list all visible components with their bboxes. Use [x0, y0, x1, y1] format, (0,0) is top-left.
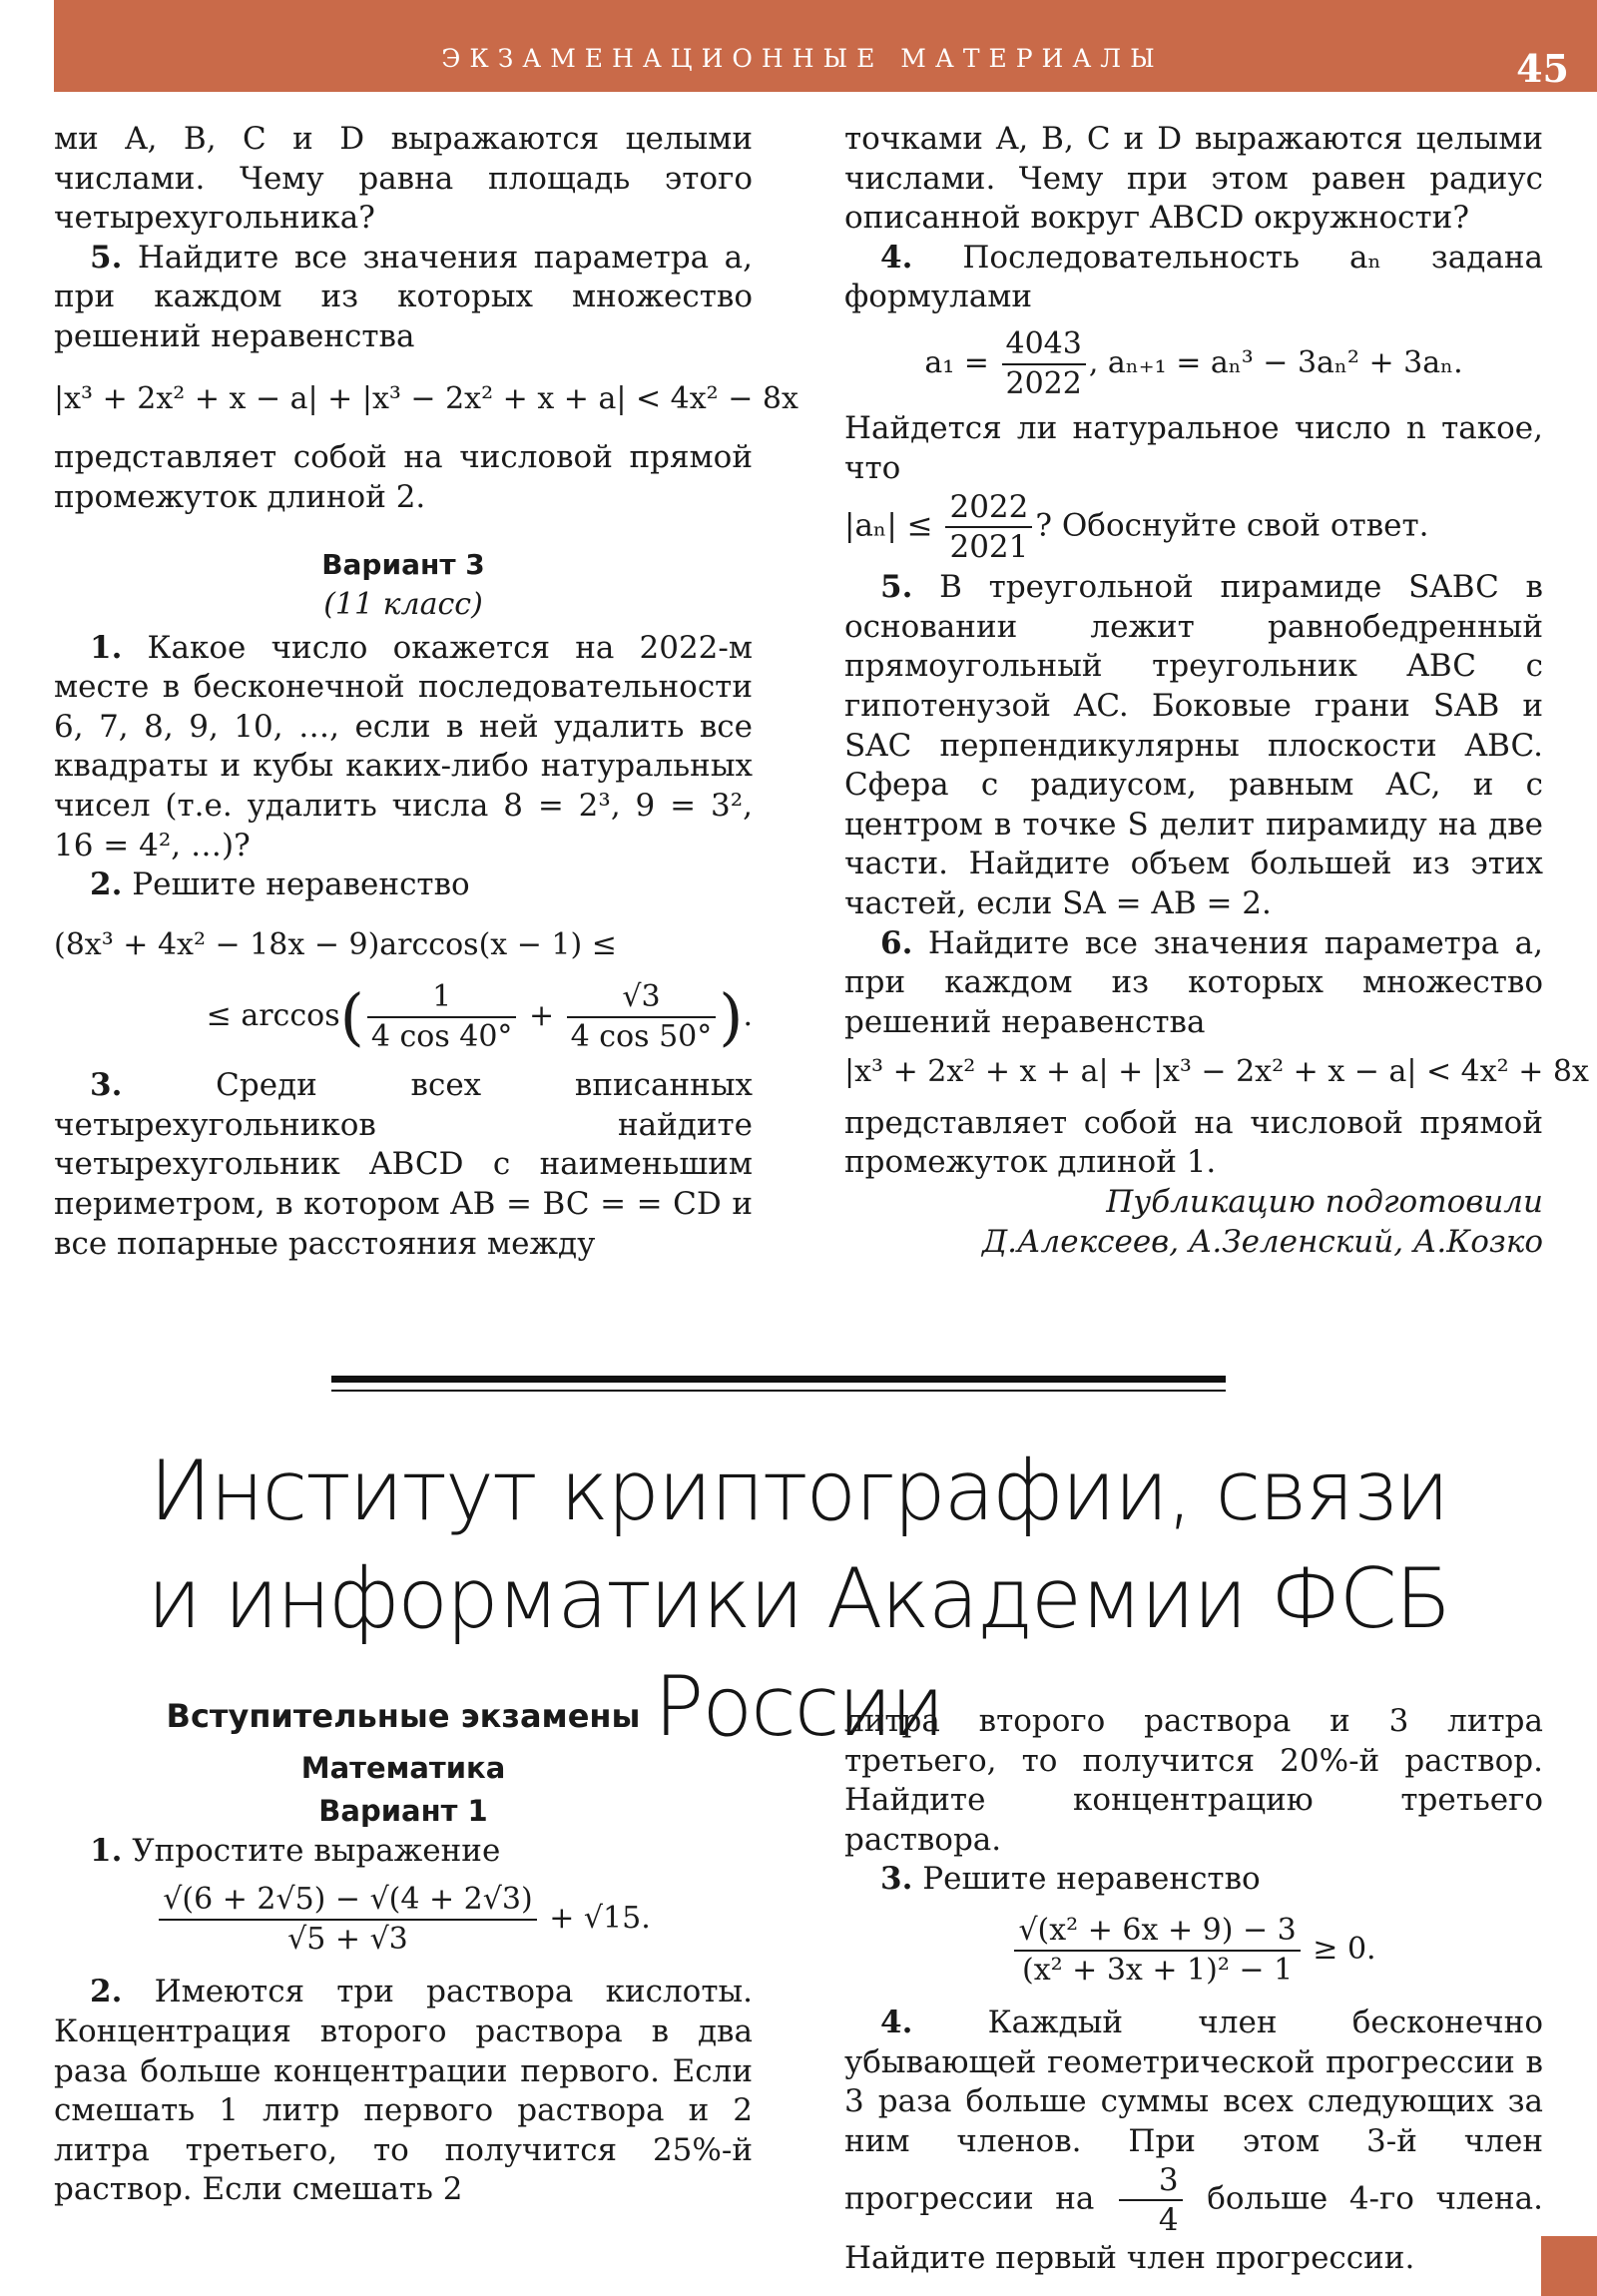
formula [54, 1881, 753, 1959]
formula-part: |aₙ| ≤ [844, 507, 933, 544]
fraction [159, 1881, 536, 1959]
page-number: 45 [1516, 46, 1569, 91]
bottom-left-column [54, 1697, 753, 2210]
problem-text: представляет собой на числовой прямой промежуток длиной 1. [844, 1104, 1543, 1181]
problem-number: 1. [90, 629, 123, 666]
formula [844, 488, 1543, 566]
problem-number: 1. [90, 1832, 123, 1869]
fraction-denominator: 4 cos 50° [570, 1019, 713, 1055]
fraction-numerator: √(x² + 6x + 9) − 3 [1014, 1912, 1300, 1952]
fraction [567, 978, 717, 1056]
top-right-column [844, 120, 1589, 1262]
fraction [367, 978, 517, 1056]
problem-4 [844, 2004, 1543, 2279]
bottom-right-column [844, 1702, 1543, 2279]
problem-number: 6. [880, 924, 913, 961]
formula-part: a₁ = [924, 344, 989, 380]
problem-5 [844, 568, 1543, 923]
problem-number: 4. [880, 2004, 913, 2040]
problem-text: больше 4-го члена. Найдите первый член прогрессии. [844, 2180, 1544, 2277]
variant-title: Вариант 3 [321, 548, 485, 582]
problem-2 [54, 865, 753, 905]
formula-part: ≥ 0. [1313, 1931, 1376, 1967]
problem-4 [844, 239, 1543, 317]
corner-accent [1541, 2236, 1597, 2296]
variant-title: Вариант 1 [318, 1794, 488, 1829]
problem-number: 3. [880, 1861, 913, 1898]
problem-text: Какое число окажется на 2022-м месте в бесконечной последовательности 6, 7, 8, 9, 10, …, если в ней удалить все квадраты и кубы каких-либо натуральных чисел (т.е. удалить числа 8 = 2³, 9 = 3², 16 = 4², …)? [54, 629, 753, 863]
top-left-column [54, 120, 798, 1264]
problem-text: Решите неравенство [132, 866, 470, 903]
problem-text: В треугольной пирамиде SABC в основании лежит равнобедренный прямоугольный треугольник ABC с гипотенузой AC. Боковые грани SAB и SAC перпендикулярны плоскости ABC. Сфера с радиусом, равным AC, и с центром в точке S делит пирамиду на две части. Найдите объем большей из этих частей, если SA = AB = 2. [844, 569, 1544, 921]
subject-heading: Математика [300, 1750, 506, 1785]
problem-2 [54, 1973, 753, 2210]
fraction-denominator: 4 [1158, 2202, 1179, 2239]
formula-part: + [528, 998, 555, 1034]
formula-part: ≤ arccos [206, 998, 340, 1034]
section-rule-thin [331, 1390, 1226, 1392]
fraction-denominator: √5 + √3 [287, 1922, 408, 1958]
continued-text: точками A, B, C и D выражаются целыми числами. Чему при этом равен радиус описанной вокруг ABCD окружности? [844, 121, 1543, 237]
fraction-numerator: √(6 + 2√5) − √(4 + 2√3) [159, 1881, 536, 1921]
formula: |x³ + 2x² + x + a| + |x³ − 2x² + x − a| < 4x² + 8x [844, 1054, 1589, 1090]
formula-part: , aₙ₊₁ = aₙ³ − 3aₙ² + 3aₙ. [1088, 344, 1463, 380]
fraction [1014, 1912, 1300, 1990]
problem-text: Последовательность aₙ задана формулами [844, 239, 1543, 315]
problem-text: Среди всех вписанных четырехугольников найдите четырехугольник ABCD с наименьшим периметром, в котором AB = BC = = CD и все попарные расстояния между [54, 1067, 754, 1262]
fraction-denominator: 4 cos 40° [370, 1019, 513, 1055]
variant-class: (11 класс) [323, 586, 483, 622]
problem-number: 2. [90, 866, 123, 903]
problem-number: 3. [90, 1067, 123, 1104]
fraction-numerator: 4043 [1002, 325, 1086, 365]
paren-open: ( [339, 980, 364, 1054]
problem-text: Найдется ли натуральное число n такое, что [844, 409, 1543, 486]
problem-text: Упростите выражение [132, 1832, 501, 1869]
problem-3 [844, 1860, 1543, 1900]
problem-text: Каждый член бесконечно убывающей геометрической прогрессии в 3 раза больше суммы всех следующих за ним членов. При этом 3-й член прогрессии на [844, 2004, 1543, 2217]
section-rule-thick [331, 1376, 1226, 1383]
problem-number: 2. [90, 1974, 123, 2010]
formula [844, 325, 1543, 403]
problem-text: представляет собой на числовой прямой промежуток длиной 2. [54, 439, 753, 515]
fraction [1119, 2161, 1183, 2239]
header-title: ЭКЗАМЕНАЦИОННЫЕ МАТЕРИАЛЫ [441, 44, 1164, 73]
fraction-denominator: 2021 [949, 529, 1029, 566]
paren-close: ) [719, 980, 744, 1054]
problem-text: Найдите все значения параметра a, при каждом из которых множество решений неравенства [844, 924, 1544, 1040]
problem-6 [844, 924, 1543, 1043]
continued-text: ми A, B, C и D выражаются целыми числами. Чему равна площадь этого четырехугольника? [54, 121, 753, 237]
page-header [54, 0, 1597, 92]
fraction [945, 488, 1032, 566]
fraction-numerator: 1 [367, 978, 517, 1018]
formula: ≤ arccos( $\frac{1}{4 \cos 40^\circ}$ + $\frac{√3}{4 \cos 50^\circ}$ ). [206, 979, 753, 1055]
problem-number: 5. [90, 239, 123, 276]
credit-authors: Д.Алексеев, А.Зеленский, А.Козко [981, 1223, 1543, 1260]
formula: (8x³ + 4x² − 18x − 9)arccos(x − 1) ≤ [54, 926, 617, 962]
fraction-denominator: (x² + 3x + 1)² − 1 [1021, 1952, 1294, 1988]
fraction-numerator: √3 [567, 978, 717, 1018]
problem-text: Имеются три раствора кислоты. Концентрация второго раствора в два раза больше концентрации первого. Если смешать 1 литр первого раствора и 2 литра третьего, то получится 25%-й раствор. Если смешать 2 [54, 1974, 754, 2208]
problem-text: Решите неравенство [922, 1861, 1261, 1898]
problem-number: 5. [880, 569, 913, 606]
problem-5 [54, 239, 753, 357]
problem-1 [54, 629, 753, 866]
institute-title-line: Институт криптографии, связи [149, 1442, 1448, 1539]
continued-text: литра второго раствора и 3 литра третьего, то получится 20%-й раствор. Найдите концентрацию третьего раствора. [844, 1703, 1543, 1858]
problem-1 [54, 1832, 753, 1872]
fraction-numerator: 3 [1119, 2161, 1183, 2201]
formula: |x³ + 2x² + x − a| + |x³ − 2x² + x + a| < 4x² − 8x [54, 380, 798, 416]
fraction-denominator: 2022 [1005, 365, 1082, 401]
formula [844, 1912, 1543, 1990]
problem-number: 4. [880, 239, 913, 276]
problem-3 [54, 1066, 753, 1264]
fraction [1002, 325, 1086, 403]
credit-title: Публикацию подготовили [1106, 1184, 1543, 1221]
problem-text: Найдите все значения параметра a, при каждом из которых множество решений неравенства [54, 239, 754, 354]
formula-part: ? Обоснуйте свой ответ. [1035, 507, 1429, 544]
institute-title-line: и информатики Академии ФСБ России [147, 1550, 1450, 1755]
fraction-numerator: 2022 [945, 488, 1032, 528]
formula-part: + √15. [549, 1901, 651, 1937]
section-heading: Вступительные экзамены [166, 1697, 641, 1735]
